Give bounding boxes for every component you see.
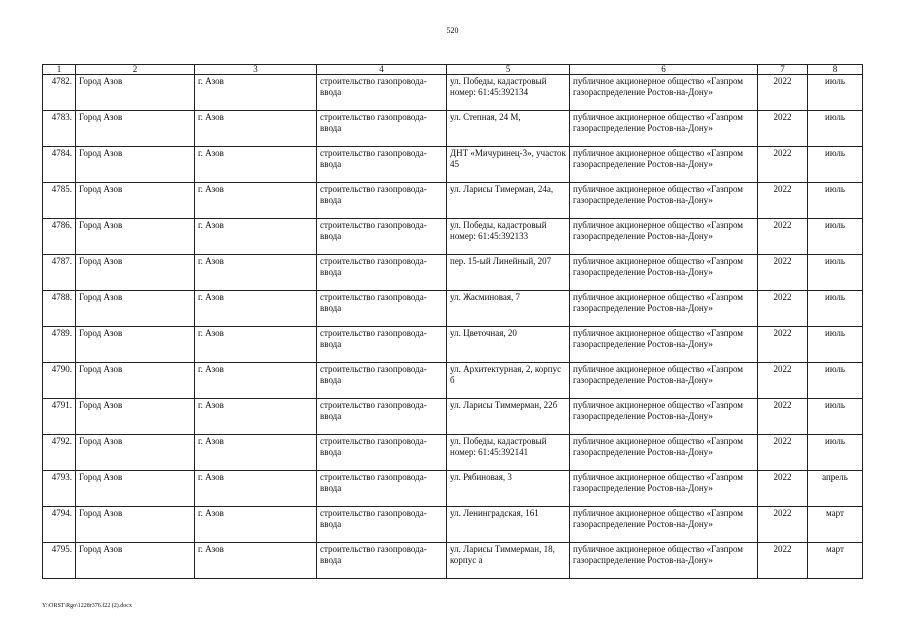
column-header: 3 [195,65,317,75]
cell-year: 2022 [758,255,808,291]
cell-year: 2022 [758,471,808,507]
cell-month: июль [808,219,863,255]
column-header: 2 [76,65,195,75]
cell-month: июль [808,255,863,291]
cell-number: 4793. [43,471,76,507]
table-row [43,471,863,507]
table-row [43,399,863,435]
cell-year: 2022 [758,507,808,543]
cell-owner: публичное акционерное общество «Газпром газораспределение Ростов-на-Дону» [570,471,758,507]
cell-work-type: строительство газопровода-ввода [317,183,447,219]
cell-settlement: г. Азов [195,255,317,291]
cell-number: 4784. [43,147,76,183]
cell-owner: публичное акционерное общество «Газпром газораспределение Ростов-на-Дону» [570,327,758,363]
cell-settlement: г. Азов [195,183,317,219]
cell-address: ул. Цветочная, 20 [447,327,570,363]
cell-number: 4782. [43,75,76,111]
cell-number: 4794. [43,507,76,543]
cell-month: июль [808,291,863,327]
cell-work-type: строительство газопровода-ввода [317,111,447,147]
cell-address: ул. Архитектурная, 2, корпус б [447,363,570,399]
cell-year: 2022 [758,183,808,219]
cell-settlement: г. Азов [195,471,317,507]
cell-owner: публичное акционерное общество «Газпром газораспределение Ростов-на-Дону» [570,291,758,327]
cell-settlement: г. Азов [195,75,317,111]
cell-year: 2022 [758,291,808,327]
cell-number: 4791. [43,399,76,435]
cell-owner: публичное акционерное общество «Газпром газораспределение Ростов-на-Дону» [570,219,758,255]
cell-address: ул. Победы, кадастровый номер: 61:45:392141 [447,435,570,471]
cell-owner: публичное акционерное общество «Газпром газораспределение Ростов-на-Дону» [570,111,758,147]
cell-municipality: Город Азов [76,543,195,579]
table-row [43,327,863,363]
cell-municipality: Город Азов [76,183,195,219]
cell-address: пер. 15-ый Линейный, 207 [447,255,570,291]
cell-settlement: г. Азов [195,399,317,435]
cell-owner: публичное акционерное общество «Газпром газораспределение Ростов-на-Дону» [570,543,758,579]
cell-settlement: г. Азов [195,291,317,327]
cell-month: март [808,543,863,579]
table-row [43,435,863,471]
cell-owner: публичное акционерное общество «Газпром газораспределение Ростов-на-Дону» [570,363,758,399]
table-row [43,183,863,219]
cell-settlement: г. Азов [195,435,317,471]
cell-municipality: Город Азов [76,111,195,147]
cell-work-type: строительство газопровода-ввода [317,291,447,327]
cell-address: ул. Ларисы Тимерман, 24а, [447,183,570,219]
cell-year: 2022 [758,435,808,471]
cell-work-type: строительство газопровода-ввода [317,471,447,507]
cell-number: 4785. [43,183,76,219]
cell-year: 2022 [758,543,808,579]
cell-municipality: Город Азов [76,435,195,471]
cell-municipality: Город Азов [76,255,195,291]
table-row [43,255,863,291]
cell-work-type: строительство газопровода-ввода [317,435,447,471]
cell-owner: публичное акционерное общество «Газпром газораспределение Ростов-на-Дону» [570,507,758,543]
cell-work-type: строительство газопровода-ввода [317,363,447,399]
cell-municipality: Город Азов [76,291,195,327]
cell-year: 2022 [758,219,808,255]
cell-number: 4783. [43,111,76,147]
table-row [43,147,863,183]
cell-month: март [808,507,863,543]
cell-year: 2022 [758,111,808,147]
cell-work-type: строительство газопровода-ввода [317,75,447,111]
cell-number: 4786. [43,219,76,255]
cell-owner: публичное акционерное общество «Газпром газораспределение Ростов-на-Дону» [570,147,758,183]
cell-address: ул. Ларисы Тиммерман, 18, корпус а [447,543,570,579]
cell-owner: публичное акционерное общество «Газпром газораспределение Ростов-на-Дону» [570,255,758,291]
table-row [43,543,863,579]
cell-settlement: г. Азов [195,543,317,579]
cell-work-type: строительство газопровода-ввода [317,543,447,579]
cell-municipality: Город Азов [76,327,195,363]
cell-settlement: г. Азов [195,147,317,183]
cell-year: 2022 [758,363,808,399]
table-row [43,363,863,399]
cell-address: ул. Степная, 24 М, [447,111,570,147]
table-row [43,291,863,327]
cell-municipality: Город Азов [76,471,195,507]
cell-settlement: г. Азов [195,219,317,255]
cell-month: июль [808,399,863,435]
cell-settlement: г. Азов [195,327,317,363]
registry-table [42,64,863,579]
cell-municipality: Город Азов [76,507,195,543]
table-row [43,75,863,111]
column-header: 8 [808,65,863,75]
column-header: 4 [317,65,447,75]
cell-address: ул. Жасминовая, 7 [447,291,570,327]
cell-work-type: строительство газопровода-ввода [317,399,447,435]
cell-year: 2022 [758,327,808,363]
cell-settlement: г. Азов [195,111,317,147]
cell-month: июль [808,147,863,183]
table-row [43,111,863,147]
cell-month: июль [808,327,863,363]
cell-owner: публичное акционерное общество «Газпром газораспределение Ростов-на-Дону» [570,399,758,435]
column-header: 6 [570,65,758,75]
cell-address: ДНТ «Мичуринец-3», участок 45 [447,147,570,183]
cell-year: 2022 [758,147,808,183]
file-path-footer: Y:\ORST\Rgo\1228r376.f22 (2).docx [42,603,132,609]
cell-year: 2022 [758,399,808,435]
cell-number: 4789. [43,327,76,363]
cell-work-type: строительство газопровода-ввода [317,327,447,363]
cell-municipality: Город Азов [76,363,195,399]
cell-address: ул. Рябиновая, 3 [447,471,570,507]
cell-month: апрель [808,471,863,507]
cell-year: 2022 [758,75,808,111]
cell-municipality: Город Азов [76,219,195,255]
cell-number: 4790. [43,363,76,399]
cell-address: ул. Победы, кадастровый номер: 61:45:392133 [447,219,570,255]
cell-number: 4792. [43,435,76,471]
cell-address: ул. Ларисы Тиммерман, 22б [447,399,570,435]
cell-number: 4795. [43,543,76,579]
cell-month: июль [808,75,863,111]
table-row [43,219,863,255]
column-header: 7 [758,65,808,75]
cell-settlement: г. Азов [195,507,317,543]
cell-owner: публичное акционерное общество «Газпром газораспределение Ростов-на-Дону» [570,183,758,219]
cell-number: 4787. [43,255,76,291]
cell-month: июль [808,435,863,471]
cell-month: июль [808,111,863,147]
cell-municipality: Город Азов [76,399,195,435]
cell-month: июль [808,363,863,399]
cell-work-type: строительство газопровода-ввода [317,255,447,291]
column-header: 5 [447,65,570,75]
cell-work-type: строительство газопровода-ввода [317,507,447,543]
cell-work-type: строительство газопровода-ввода [317,219,447,255]
column-header: 1 [43,65,76,75]
cell-address: ул. Ленинградская, 161 [447,507,570,543]
cell-owner: публичное акционерное общество «Газпром газораспределение Ростов-на-Дону» [570,435,758,471]
cell-settlement: г. Азов [195,363,317,399]
cell-municipality: Город Азов [76,75,195,111]
table-header-row [43,65,863,75]
cell-address: ул. Победы, кадастровый номер: 61:45:392134 [447,75,570,111]
cell-work-type: строительство газопровода-ввода [317,147,447,183]
table-row [43,507,863,543]
page-number: 520 [446,26,459,35]
cell-owner: публичное акционерное общество «Газпром газораспределение Ростов-на-Дону» [570,75,758,111]
cell-month: июль [808,183,863,219]
cell-municipality: Город Азов [76,147,195,183]
cell-number: 4788. [43,291,76,327]
table-body [43,75,863,579]
